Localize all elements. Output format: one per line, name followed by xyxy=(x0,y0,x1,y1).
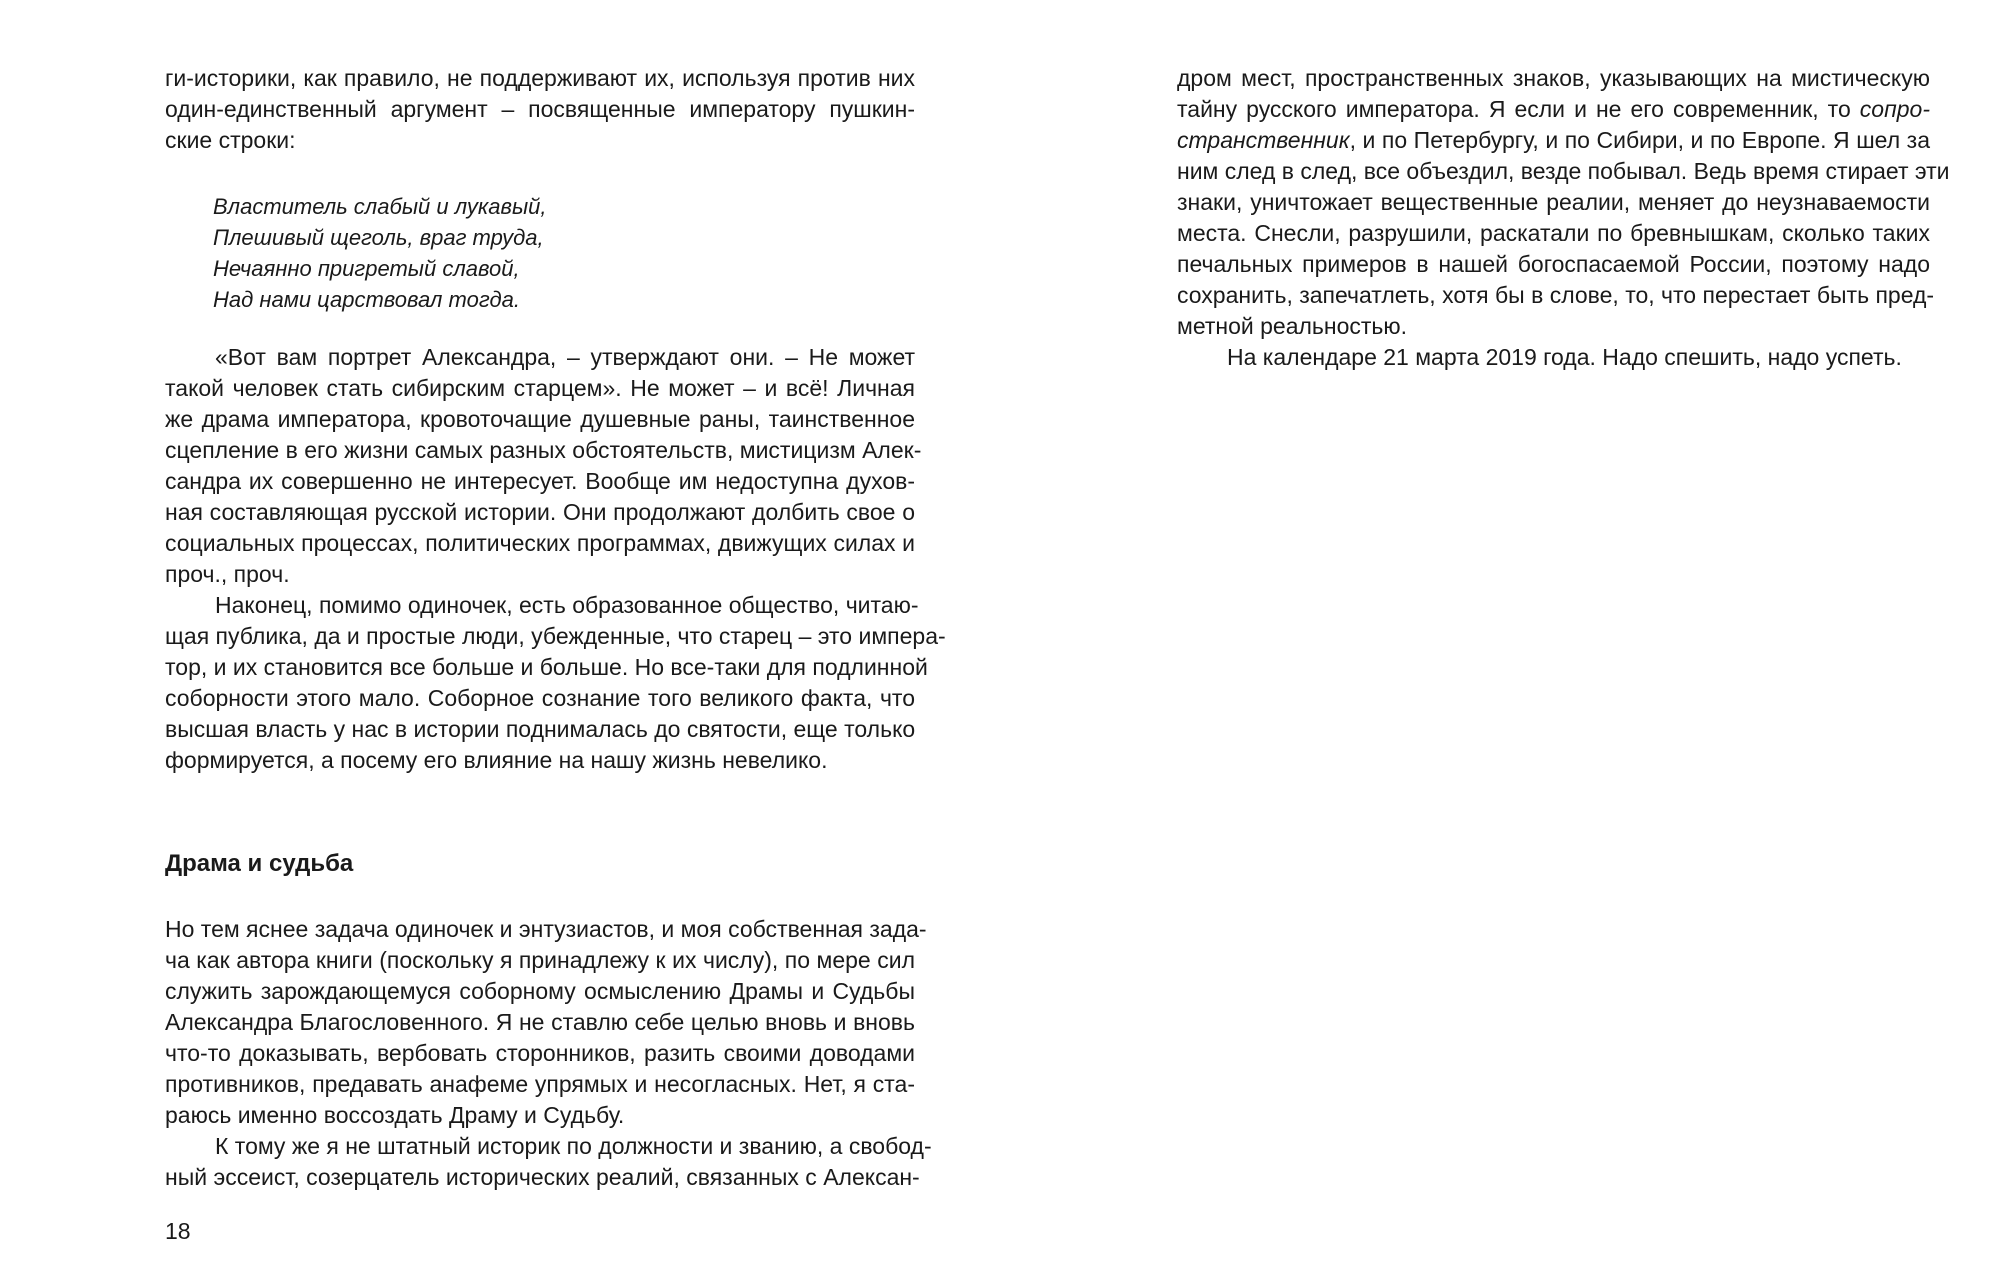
text-line: Но тем яснее задача одиночек и энтузиастов, и моя собственная зада- xyxy=(165,916,927,942)
text-line: раюсь именно воссоздать Драму и Судьбу. xyxy=(165,1102,625,1128)
text-line: же драма императора, кровоточащие душевные раны, таинственное xyxy=(165,406,915,432)
intro-paragraph xyxy=(165,63,915,163)
text-line: ним след в след, все объездил, везде побывал. Ведь время стирает эти xyxy=(1177,158,1950,184)
text-line: противников, предавать анафеме упрямых и несогласных. Нет, я ста- xyxy=(165,1071,915,1097)
portrait-paragraph xyxy=(165,342,922,592)
section-heading-text: Драма и судьба xyxy=(165,850,354,877)
text-line: дром мест, пространственных знаков, указывающих на мистическую xyxy=(1177,65,1930,91)
italic-word: сопро- xyxy=(1859,96,1930,122)
places-paragraph xyxy=(1177,63,1950,348)
text-line: На календаре 21 марта 2019 года. Надо спешить, надо успеть. xyxy=(1227,344,1902,370)
text-line: такой человек стать сибирским старцем». Не может – и всё! Личная xyxy=(165,375,915,401)
verse-line: Плешивый щеголь, враг труда, xyxy=(213,225,544,250)
text-line xyxy=(1177,125,1930,156)
text-line: соборности этого мало. Соборное сознание того великого факта, что xyxy=(165,685,915,711)
text-line: сандра их совершенно не интересует. Вообще им недоступна духов- xyxy=(165,468,915,494)
text-line: высшая власть у нас в истории поднималась до святости, еще только xyxy=(165,716,916,742)
essayist-paragraph xyxy=(165,1131,932,1195)
text-line: знаки, уничтожает вещественные реалии, меняет до неузнаваемости xyxy=(1177,189,1930,215)
text-line: печальных примеров в нашей богоспасаемой России, поэтому надо xyxy=(1177,251,1930,277)
text-run: тайну русского императора. Я если и не его современник, то xyxy=(1177,96,1860,122)
society-paragraph xyxy=(165,590,946,780)
text-line: места. Снесли, разрушили, раскатали по бревнышкам, сколько таких xyxy=(1177,220,1930,246)
text-line: социальных процессах, политических программах, движущих силах и xyxy=(165,530,915,556)
text-line: ный эссеист, созерцатель исторических реалий, связанных с Алексан- xyxy=(165,1164,920,1190)
calendar-paragraph xyxy=(1177,342,1930,376)
text-line: тор, и их становится все больше и больше. Но все-таки для подлинной xyxy=(165,654,928,680)
verse-line: Нечаянно пригретый славой, xyxy=(213,256,520,281)
text-line: К тому же я не штатный историк по должности и званию, а свобод- xyxy=(215,1133,932,1159)
text-line xyxy=(1177,94,1930,125)
verse-line: Властитель слабый и лукавый, xyxy=(213,194,547,219)
text-line: сцепление в его жизни самых разных обстоятельств, мистицизм Алек- xyxy=(165,437,922,463)
text-line: Наконец, помимо одиночек, есть образованное общество, читаю- xyxy=(215,592,919,618)
text-line: формируется, а посему его влияние на нашу жизнь невелико. xyxy=(165,747,828,773)
right-page xyxy=(1000,0,2000,1288)
text-line: ная составляющая русской истории. Они продолжают долбить свое о xyxy=(165,499,915,525)
text-line: один-единственный аргумент – посвященные императору пушкин- xyxy=(165,96,915,122)
text-line: проч., проч. xyxy=(165,561,290,587)
text-line: метной реальностью. xyxy=(1177,313,1408,339)
text-line: ча как автора книги (поскольку я принадлежу к их числу), по мере сил xyxy=(165,947,915,973)
text-line: служить зарождающемуся соборному осмыслению Драмы и Судьбы xyxy=(165,978,915,1004)
text-line: щая публика, да и простые люди, убежденные, что старец – это импера- xyxy=(165,623,946,649)
italic-word: странственник xyxy=(1177,127,1350,153)
text-line: Александра Благословенного. Я не ставлю себе целью вновь и вновь xyxy=(165,1009,915,1035)
section-heading xyxy=(165,848,915,882)
text-line: ские строки: xyxy=(165,127,296,153)
page-number: 18 xyxy=(165,1218,191,1244)
text-run: , и по Петербургу, и по Сибири, и по Европе. Я шел за xyxy=(1349,127,1930,153)
verse-line: Над нами царствовал тогда. xyxy=(213,287,520,312)
pushkin-verse xyxy=(213,191,713,321)
text-line: ги-историки, как правило, не поддерживают их, используя против них xyxy=(165,65,915,91)
text-line: «Вот вам портрет Александра, – утверждают они. – Не может xyxy=(215,344,915,370)
text-line: что-то доказывать, вербовать сторонников, разить своими доводами xyxy=(165,1040,915,1066)
text-line: сохранить, запечатлеть, хотя бы в слове, то, что перестает быть пред- xyxy=(1177,282,1935,308)
task-paragraph xyxy=(165,914,927,1134)
